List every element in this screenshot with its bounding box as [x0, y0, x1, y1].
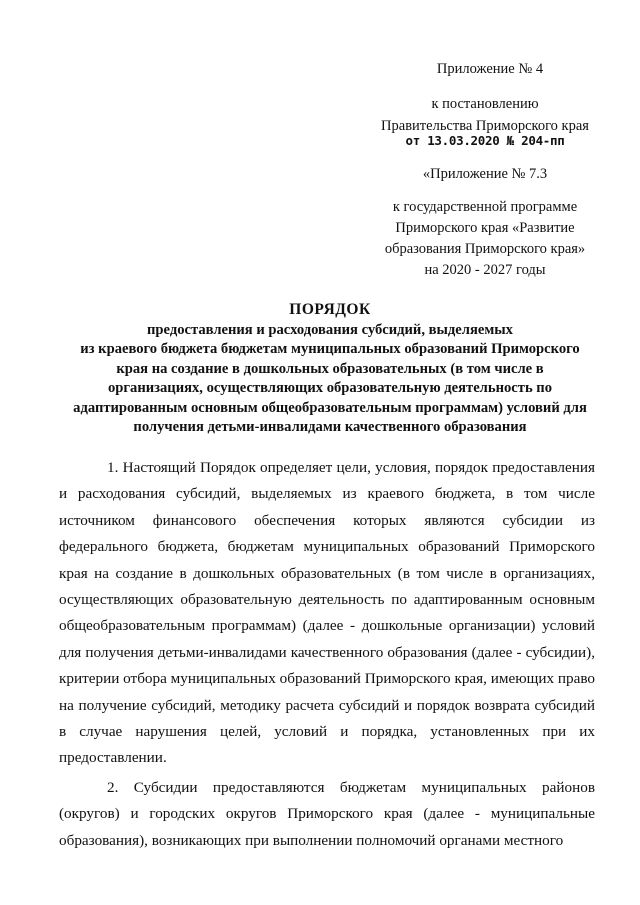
appendix2-line2: Приморского края «Развитие [395, 220, 575, 236]
resolution-stamp: от 13.03.2020 № 204-пп [405, 133, 565, 148]
appendix-reference-line1: к постановлению [431, 96, 539, 112]
appendix2-line1: к государственной программе [392, 199, 578, 215]
document-heading [60, 300, 600, 438]
heading-line1: предоставления и расходования субсидий, выделяемых [147, 321, 513, 338]
appendix2-reference [355, 197, 615, 281]
appendix2-line4: на 2020 - 2027 годы [424, 262, 546, 278]
document-body [59, 455, 595, 857]
heading-line4: организациях, осуществляющих образовательную деятельность по [107, 380, 553, 396]
heading-line3: края на создание в дошкольных образовательных (в том числе в [116, 360, 544, 377]
heading-title: ПОРЯДОК [289, 301, 371, 318]
paragraph-1: 1. Настоящий Порядок определяет цели, условия, порядок предоставления и расходования субсидий, выделяемых из краевого бюджета, в том числе источником финансового обеспечения которых являются субсидии из федерального бюджета, бюджетам муниципальных образований Приморского края на создание в дошкольных образовательных (в том числе в организациях, осуществляющих образовательную деятельность по адаптированным основным общеобразовательным программам) (далее - дошкольные организации) условий для получения детьми-инвалидами качественного образования (далее - субсидии), критерии отбора муниципальных образований Приморского края, имеющих право на получение субсидий, методику расчета субсидий и порядок возврата субсидий в случае нарушения целей, условий и порядка, установленных при их предоставлении. [59, 459, 595, 767]
heading-line2: из краевого бюджета бюджетам муниципальных образований Приморского [80, 341, 580, 357]
appendix2-title: «Приложение № 7.3 [422, 166, 548, 182]
heading-line6: получения детьми-инвалидами качественного образования [133, 419, 527, 435]
appendix-reference-line2: Правительства Приморского края [381, 118, 589, 134]
paragraph-2: 2. Субсидии предоставляются бюджетам муниципальных районов (округов) и городских округов Приморского края (далее - муниципальные образования), возникающих при выполнении полномочий органами местного [59, 778, 595, 849]
heading-line5: адаптированным основным общеобразовательным программам) условий для [73, 399, 587, 416]
appendix2-line3: образования Приморского края» [384, 241, 586, 257]
appendix-title: Приложение № 4 [436, 61, 544, 77]
